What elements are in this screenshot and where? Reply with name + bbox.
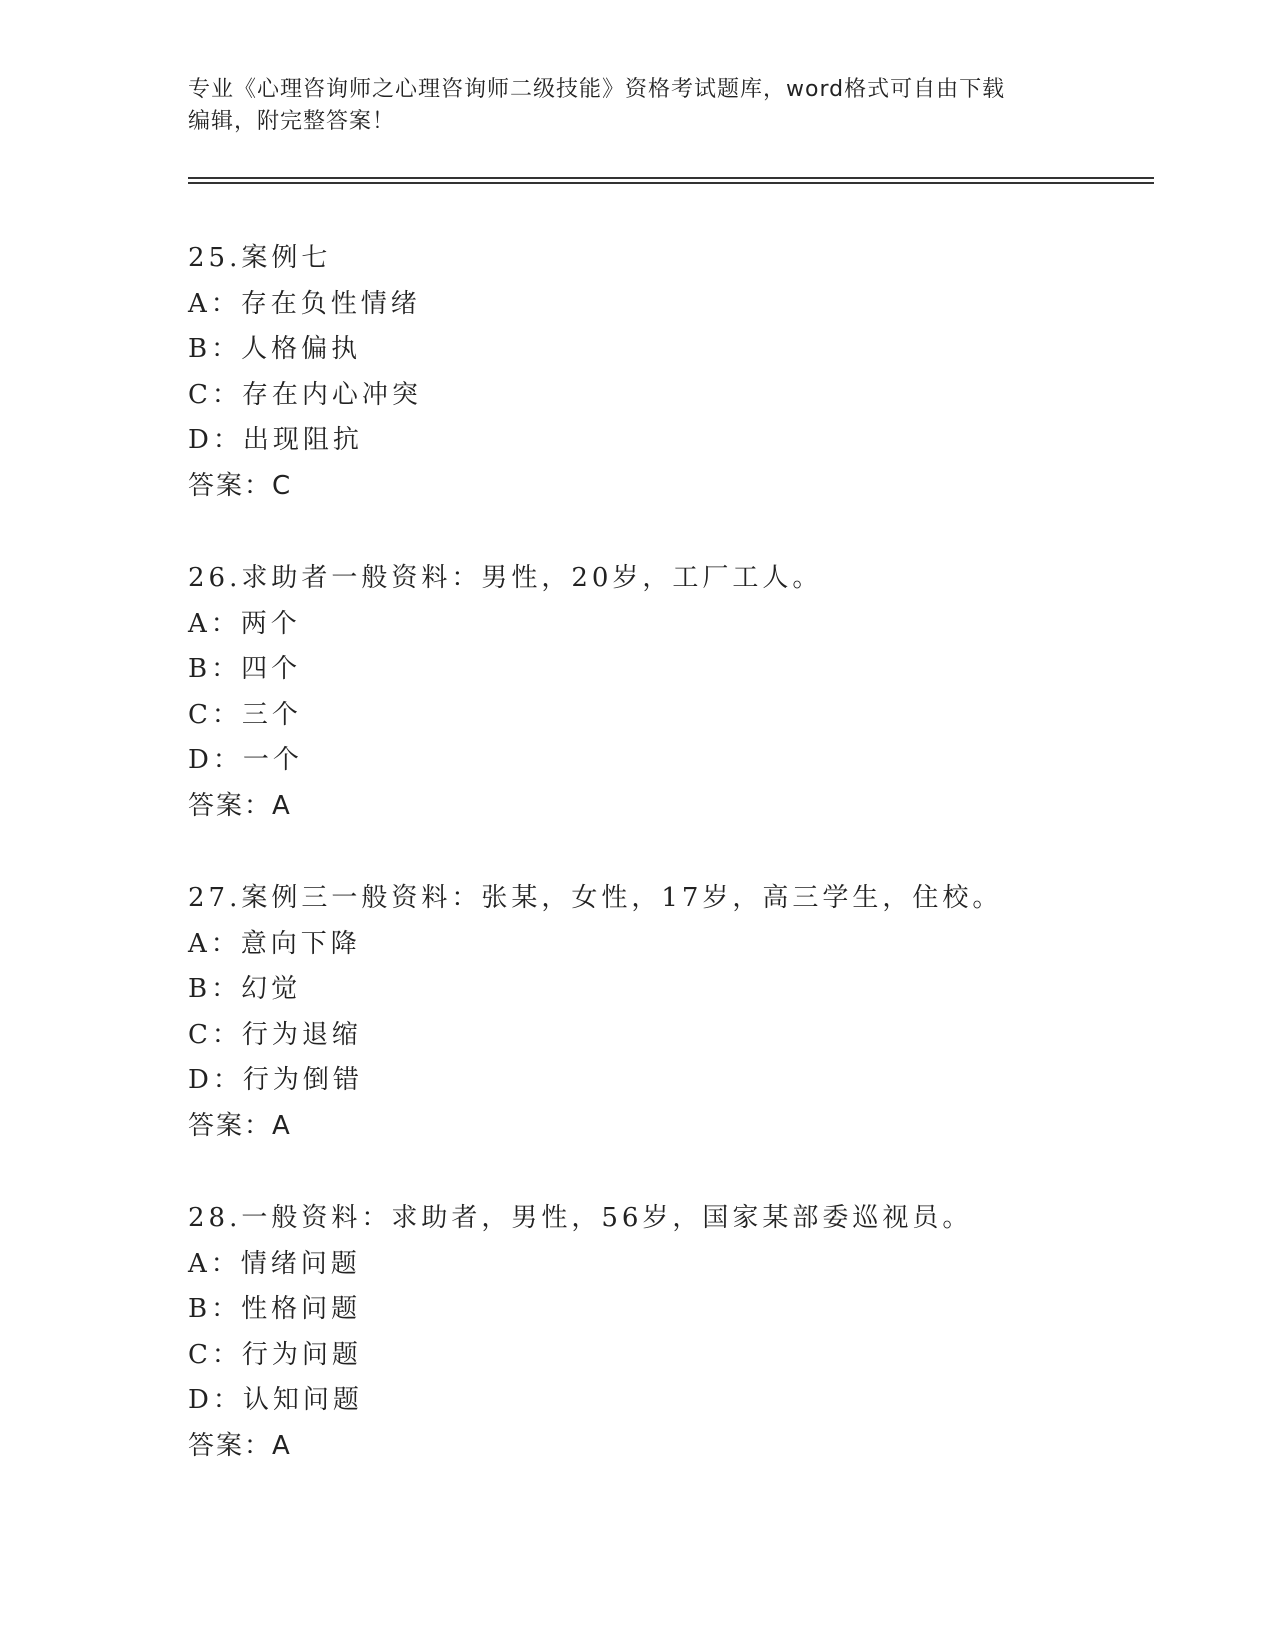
question-stem: 27.案例三一般资料：张某，女性，17岁，高三学生，住校。 xyxy=(188,883,1003,913)
option-b: B：幻觉 xyxy=(188,974,302,1004)
document-header xyxy=(188,74,1068,138)
option-c: C：存在内心冲突 xyxy=(188,379,422,410)
option-d: D：出现阻抗 xyxy=(188,425,363,455)
answer: 答案：A xyxy=(188,1430,292,1461)
question-25 xyxy=(188,236,1148,509)
option-d: D：一个 xyxy=(188,745,303,775)
header-divider-top xyxy=(188,177,1154,179)
question-26 xyxy=(188,556,1148,829)
option-b: B：人格偏执 xyxy=(188,334,362,364)
option-a: A：存在负性情绪 xyxy=(188,288,421,319)
option-b: B：四个 xyxy=(188,654,302,684)
option-b: B：性格问题 xyxy=(188,1294,362,1324)
question-stem: 28.一般资料：求助者，男性，56岁，国家某部委巡视员。 xyxy=(188,1203,973,1233)
option-c: C：行为退缩 xyxy=(188,1019,362,1050)
header-divider-bottom xyxy=(188,182,1154,184)
option-a: A：两个 xyxy=(188,608,301,639)
option-c: C：三个 xyxy=(188,699,302,730)
question-27 xyxy=(188,876,1148,1149)
header-line-2: 编辑，附完整答案！ xyxy=(188,109,396,134)
option-d: D：行为倒错 xyxy=(188,1065,363,1095)
header-line-1: 专业《心理咨询师之心理咨询师二级技能》资格考试题库，word格式可自由下载 xyxy=(188,77,1006,102)
question-stem: 25.案例七 xyxy=(188,243,332,273)
question-stem: 26.求助者一般资料：男性，20岁，工厂工人。 xyxy=(188,563,823,593)
answer: 答案：A xyxy=(188,1110,292,1141)
option-a: A：意向下降 xyxy=(188,928,361,959)
option-a: A：情绪问题 xyxy=(188,1248,361,1279)
answer: 答案：A xyxy=(188,790,292,821)
option-d: D：认知问题 xyxy=(188,1385,363,1415)
option-c: C：行为问题 xyxy=(188,1339,362,1370)
question-28 xyxy=(188,1196,1148,1469)
answer: 答案：C xyxy=(188,470,293,501)
